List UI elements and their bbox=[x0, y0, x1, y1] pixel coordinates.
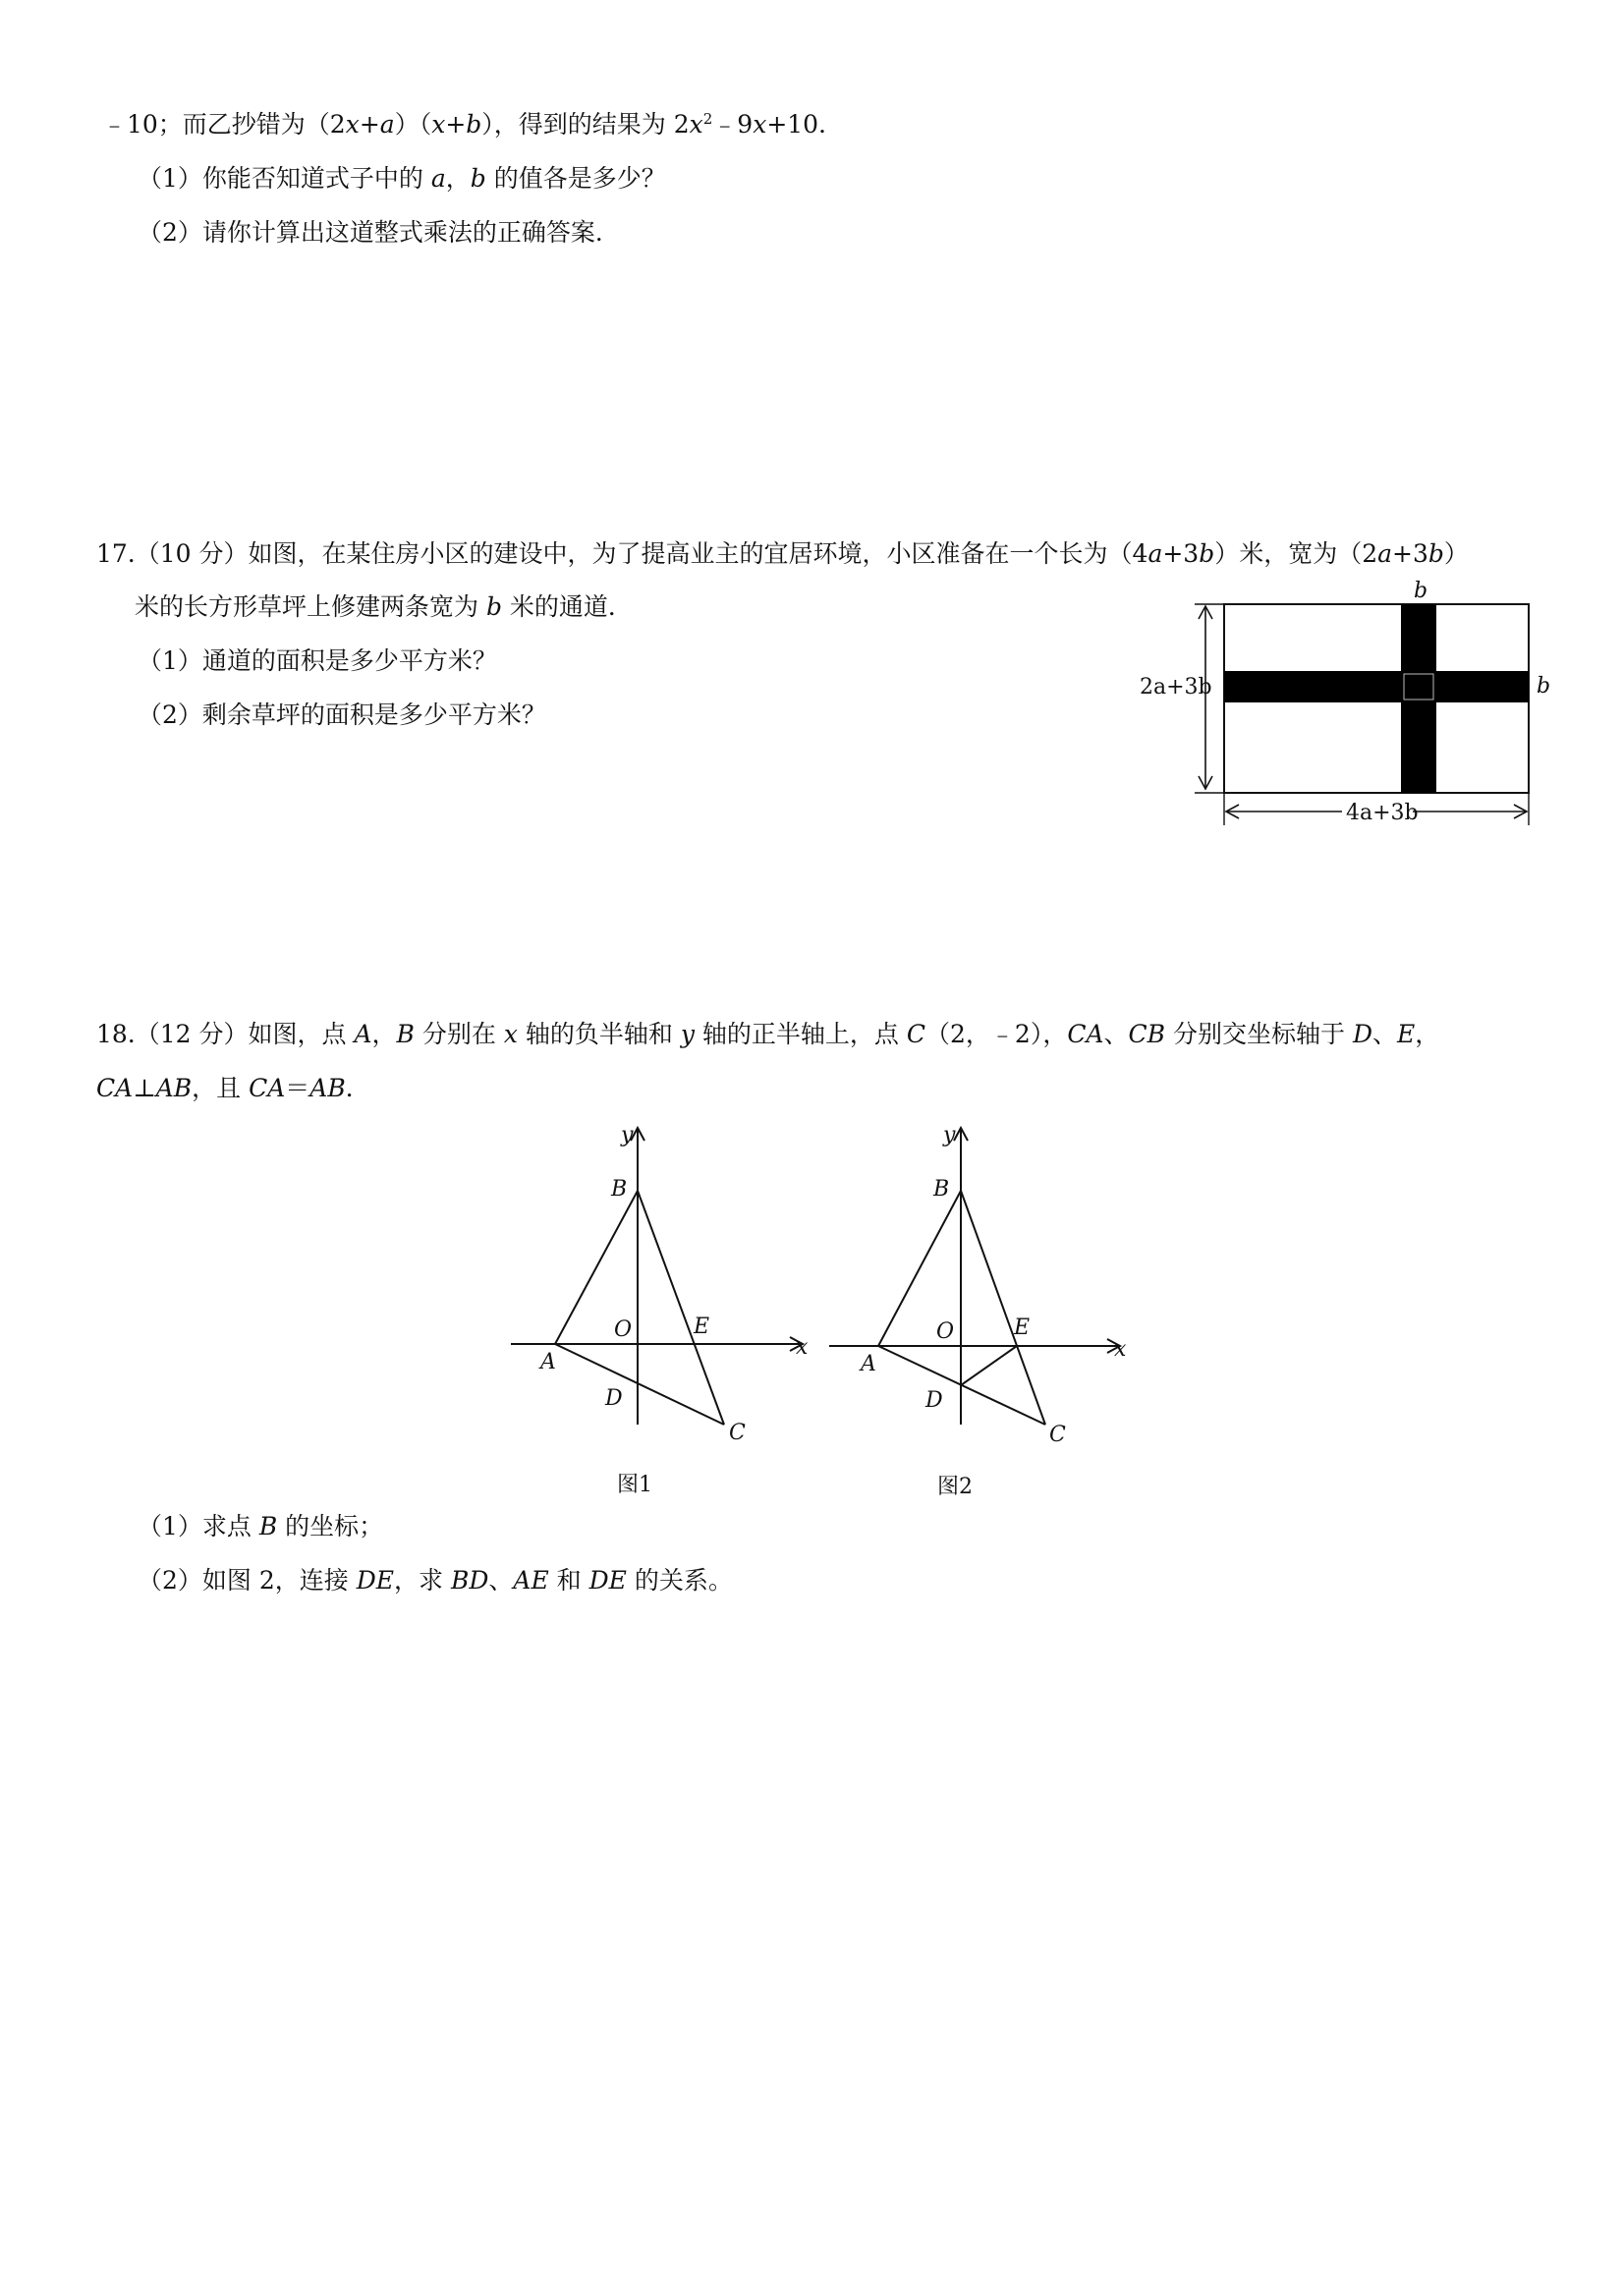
label-x: x bbox=[1114, 1337, 1127, 1362]
label-y: y bbox=[943, 1123, 956, 1148]
q18-line1: 18.（12 分）如图，点 A，B 分别在 x 轴的负半轴和 y 轴的正半轴上，点 C（2，﹣2），CA、CB 分别交坐标轴于 D、E， bbox=[96, 1020, 1440, 1048]
q18-figure-1 bbox=[503, 1120, 827, 1503]
label-y: y bbox=[621, 1123, 634, 1148]
figure-caption: 图1 bbox=[617, 1473, 652, 1497]
q17-figure bbox=[1120, 570, 1552, 835]
q18-line2: CA⊥AB，且 CA＝AB． bbox=[96, 1074, 370, 1102]
label-height: 2a+3b bbox=[1140, 675, 1212, 700]
q17-line1: 17.（10 分）如图，在某住房小区的建设中，为了提高业主的宜居环境，小区准备在一个长为（4a+3b）米，宽为（2a+3b） bbox=[96, 539, 1469, 568]
label-O: O bbox=[614, 1317, 633, 1342]
segment-DE bbox=[961, 1346, 1017, 1385]
label-D: D bbox=[925, 1388, 943, 1413]
q16-sub1: （1）你能否知道式子中的 a，b 的值各是多少？ bbox=[138, 164, 666, 193]
label-B: B bbox=[933, 1177, 950, 1202]
label-A: A bbox=[540, 1350, 556, 1374]
label-B: B bbox=[611, 1177, 628, 1202]
q17-sub2: （2）剩余草坪的面积是多少平方米？ bbox=[138, 700, 546, 729]
q17-sub1: （1）通道的面积是多少平方米？ bbox=[138, 646, 497, 675]
q16-sub2: （2）请你计算出这道整式乘法的正确答案． bbox=[138, 218, 620, 247]
q18-sub1: （1）求点 B 的坐标； bbox=[138, 1512, 384, 1540]
q18-sub2: （2）如图 2，连接 DE，求 BD、AE 和 DE 的关系。 bbox=[138, 1566, 733, 1595]
figure-caption: 图2 bbox=[937, 1475, 973, 1499]
q17-line2: 米的长方形草坪上修建两条宽为 b 米的通道． bbox=[135, 592, 633, 621]
segment-BC bbox=[961, 1191, 1045, 1425]
label-D: D bbox=[605, 1386, 623, 1411]
label-width: 4a+3b bbox=[1346, 801, 1419, 825]
q18-figure-2 bbox=[821, 1120, 1146, 1503]
label-C: C bbox=[1049, 1423, 1066, 1447]
label-C: C bbox=[729, 1421, 746, 1445]
label-x: x bbox=[796, 1335, 809, 1360]
horizontal-path bbox=[1224, 671, 1529, 702]
path-intersection bbox=[1404, 674, 1433, 700]
label-E: E bbox=[1014, 1316, 1031, 1340]
label-A: A bbox=[861, 1352, 876, 1376]
label-O: O bbox=[936, 1319, 955, 1344]
q16-line1: ﹣10；而乙抄错为（2x+a）（x+b），得到的结果为 $2x^2﹣9x+10$． bbox=[102, 110, 844, 139]
label-top-b: b bbox=[1414, 579, 1428, 603]
label-right-b: b bbox=[1537, 674, 1551, 699]
label-E: E bbox=[694, 1315, 710, 1339]
